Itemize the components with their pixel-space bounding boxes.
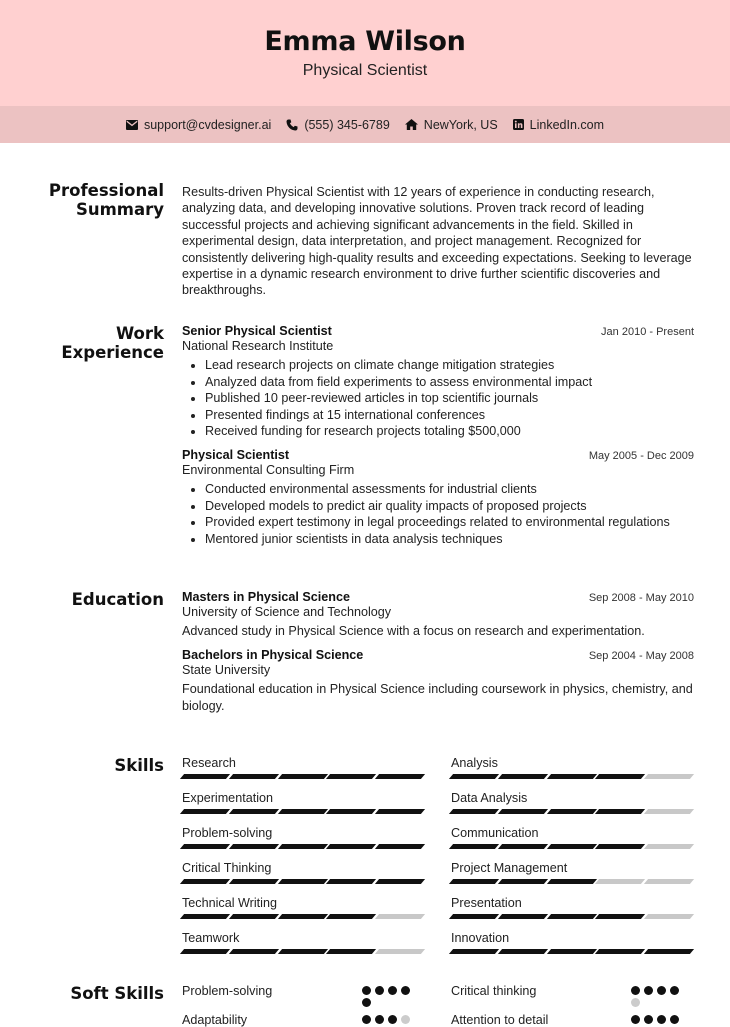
skill-level-segment xyxy=(449,949,499,954)
skill-level-segment xyxy=(449,774,499,779)
envelope-icon xyxy=(126,120,138,130)
skill-level-segment xyxy=(546,879,596,884)
list-item: • Received funding for research projects totaling $500,000 xyxy=(205,423,694,440)
skill-name: Data Analysis xyxy=(451,791,528,805)
job-dates: Jan 2010 - Present xyxy=(601,326,694,338)
experience-heading-line2: Experience xyxy=(61,343,164,362)
skill-item xyxy=(451,791,692,814)
skill-level-segment xyxy=(375,949,425,954)
skill-level-segment xyxy=(595,914,645,919)
skill-level-segment xyxy=(326,844,376,849)
job-bullets xyxy=(182,357,694,440)
skill-level-bar xyxy=(182,914,423,919)
degree-description: Advanced study in Physical Science with a focus on research and experimentation. xyxy=(182,624,645,638)
skill-level-segment xyxy=(595,809,645,814)
skill-item xyxy=(451,931,692,954)
soft-skills-grid xyxy=(182,984,694,1027)
linkedin-text: LinkedIn.com xyxy=(529,117,605,132)
skill-level-segment xyxy=(326,774,376,779)
skill-level-segment xyxy=(229,844,279,849)
skill-name: Presentation xyxy=(451,896,522,910)
skill-item xyxy=(182,791,423,814)
skill-level-segment xyxy=(595,949,645,954)
skill-level-segment xyxy=(644,879,694,884)
skill-item xyxy=(182,896,423,919)
location-text: NewYork, US xyxy=(423,117,498,132)
rating-dot xyxy=(631,1015,640,1024)
job-organization: Environmental Consulting Firm xyxy=(182,462,355,477)
skill-level-segment xyxy=(229,879,279,884)
skill-level-segment xyxy=(449,809,499,814)
rating-dot xyxy=(375,1015,384,1024)
rating-dot xyxy=(362,1015,371,1024)
skill-level-bar xyxy=(451,774,692,779)
skill-level-bar xyxy=(182,809,423,814)
skill-name: Critical Thinking xyxy=(182,861,272,875)
summary-heading-line1: Professional xyxy=(48,181,164,200)
skill-level-bar xyxy=(182,949,423,954)
skill-level-segment xyxy=(229,914,279,919)
skills-grid xyxy=(182,756,694,966)
skill-level-segment xyxy=(229,949,279,954)
skill-level-bar xyxy=(182,774,423,779)
skill-level-segment xyxy=(326,879,376,884)
skill-level-segment xyxy=(277,844,327,849)
skill-level-bar xyxy=(451,879,692,884)
skill-level-segment xyxy=(180,879,230,884)
skill-level-segment xyxy=(449,914,499,919)
contact-location xyxy=(405,118,498,132)
list-item: • Lead research projects on climate change mitigation strategies xyxy=(205,357,694,374)
soft-skill-rating xyxy=(631,1015,683,1024)
candidate-name: Emma Wilson xyxy=(264,26,466,57)
job-dates: May 2005 - Dec 2009 xyxy=(588,449,694,462)
rating-dot xyxy=(657,1015,666,1024)
summary-heading-line2: Summary xyxy=(75,200,164,219)
skill-level-segment xyxy=(546,774,596,779)
job-organization: National Research Institute xyxy=(182,339,334,353)
contact-email[interactable] xyxy=(126,118,271,132)
skill-level-segment xyxy=(498,914,548,919)
skill-level-segment xyxy=(546,914,596,919)
education-entry xyxy=(182,590,694,639)
rating-dot xyxy=(388,1015,397,1024)
skill-level-segment xyxy=(644,949,694,954)
skill-level-bar xyxy=(451,844,692,849)
list-item: • Mentored junior scientists in data analysis techniques xyxy=(205,531,694,548)
degree-dates: Sep 2004 - May 2008 xyxy=(588,650,694,663)
skill-name: Innovation xyxy=(451,931,510,945)
skill-name: Experimentation xyxy=(182,791,274,805)
skill-level-segment xyxy=(595,774,645,779)
candidate-title: Physical Scientist xyxy=(302,62,428,79)
skill-level-segment xyxy=(326,949,376,954)
skill-level-segment xyxy=(375,844,425,849)
school-name: State University xyxy=(182,663,271,678)
degree-description: Foundational education in Physical Science including coursework in physics, chemistry, and biology. xyxy=(182,682,693,713)
skill-level-segment xyxy=(375,914,425,919)
soft-skill-name: Problem-solving xyxy=(182,984,273,998)
rating-dot xyxy=(401,1015,410,1024)
skill-level-segment xyxy=(375,774,425,779)
skill-name: Analysis xyxy=(451,756,498,770)
school-name: University of Science and Technology xyxy=(182,605,392,619)
skill-item xyxy=(182,756,423,779)
skill-level-segment xyxy=(595,844,645,849)
soft-skills-heading: Soft Skills xyxy=(70,984,164,1003)
skill-item xyxy=(451,826,692,849)
skill-level-segment xyxy=(277,879,327,884)
skill-level-segment xyxy=(229,774,279,779)
skill-level-segment xyxy=(546,844,596,849)
list-item: • Analyzed data from field experiments to assess environmental impact xyxy=(205,374,694,391)
skill-level-segment xyxy=(277,774,327,779)
skill-level-segment xyxy=(644,774,694,779)
skill-level-segment xyxy=(595,879,645,884)
skill-level-segment xyxy=(326,914,376,919)
skill-level-bar xyxy=(182,879,423,884)
rating-dot xyxy=(631,998,640,1007)
rating-dot xyxy=(644,1015,653,1024)
rating-dot xyxy=(670,1015,679,1024)
skill-item xyxy=(182,931,423,954)
skills-heading: Skills xyxy=(114,756,164,775)
skill-level-segment xyxy=(180,949,230,954)
experience-heading xyxy=(24,324,164,362)
skill-level-segment xyxy=(229,809,279,814)
job-entry xyxy=(182,324,694,440)
skill-level-segment xyxy=(180,809,230,814)
rating-dot xyxy=(388,986,397,995)
skill-name: Problem-solving xyxy=(182,826,273,840)
experience-heading-line1: Work xyxy=(115,324,164,343)
skill-name: Communication xyxy=(451,826,539,840)
soft-skill-name: Adaptability xyxy=(182,1013,248,1027)
job-entry xyxy=(182,448,694,547)
skill-level-segment xyxy=(644,844,694,849)
skill-level-segment xyxy=(498,774,548,779)
skill-level-segment xyxy=(546,949,596,954)
job-title: Senior Physical Scientist xyxy=(182,324,332,338)
soft-skill-name: Attention to detail xyxy=(451,1013,549,1027)
skill-name: Technical Writing xyxy=(182,896,277,910)
skill-level-segment xyxy=(180,774,230,779)
skill-item xyxy=(451,861,692,884)
skill-level-segment xyxy=(180,914,230,919)
skill-level-segment xyxy=(277,914,327,919)
skills-section xyxy=(0,756,730,966)
phone-icon xyxy=(286,119,298,131)
phone-text: (555) 345-6789 xyxy=(304,117,390,132)
rating-dot xyxy=(362,998,371,1007)
list-item: • Published 10 peer-reviewed articles in top scientific journals xyxy=(205,390,694,407)
skill-level-segment xyxy=(498,879,548,884)
skill-level-segment xyxy=(449,844,499,849)
linkedin-icon xyxy=(513,119,524,130)
skill-name: Teamwork xyxy=(182,931,240,945)
soft-skill-rating xyxy=(362,986,414,1007)
skill-level-segment xyxy=(498,809,548,814)
soft-skill-name: Critical thinking xyxy=(451,984,537,998)
skill-level-segment xyxy=(449,879,499,884)
skill-level-segment xyxy=(277,809,327,814)
skill-level-segment xyxy=(644,914,694,919)
contact-linkedin[interactable] xyxy=(513,118,604,132)
job-title: Physical Scientist xyxy=(182,447,290,462)
soft-skill-rating xyxy=(362,1015,414,1024)
email-text: support@cvdesigner.ai xyxy=(143,117,272,132)
rating-dot xyxy=(375,986,384,995)
education-heading: Education xyxy=(71,590,164,609)
skill-item xyxy=(451,756,692,779)
degree-title: Masters in Physical Science xyxy=(182,590,351,604)
skill-level-segment xyxy=(180,844,230,849)
list-item: • Developed models to predict air quality impacts of proposed projects xyxy=(205,498,694,515)
resume-header xyxy=(0,0,730,106)
rating-dot xyxy=(401,986,410,995)
skill-level-bar xyxy=(451,949,692,954)
summary-text: Results-driven Physical Scientist with 12 years of experience in conducting research, analyzing data, and developing innovative solutions. Proven track record of leading successful projects and achieving significant advancements in the field. Skilled in experimental design, data interpretation, and project management. Recognized for consistently delivering high-quality results and exceeding expectations. Seeking to leverage expertise in a dynamic research environment to drive further scientific discoveries and breakthroughs. xyxy=(182,185,692,298)
skill-level-segment xyxy=(644,809,694,814)
skill-level-bar xyxy=(451,809,692,814)
list-item: • Conducted environmental assessments for industrial clients xyxy=(205,481,694,498)
skill-level-bar xyxy=(451,914,692,919)
rating-dot xyxy=(670,986,679,995)
contact-phone[interactable] xyxy=(286,118,389,132)
list-item: • Presented findings at 15 international conferences xyxy=(205,407,694,424)
skill-level-segment xyxy=(375,879,425,884)
list-item: • Provided expert testimony in legal proceedings related to environmental regulations xyxy=(205,514,694,531)
skill-level-bar xyxy=(182,844,423,849)
rating-dot xyxy=(631,986,640,995)
home-icon xyxy=(405,119,418,130)
rating-dot xyxy=(644,986,653,995)
skill-level-segment xyxy=(546,809,596,814)
skill-name: Research xyxy=(182,756,236,770)
skill-item xyxy=(182,861,423,884)
skill-level-segment xyxy=(375,809,425,814)
rating-dot xyxy=(362,986,371,995)
skill-name: Project Management xyxy=(451,861,568,875)
soft-skill-rating xyxy=(631,986,683,1007)
skill-level-segment xyxy=(498,949,548,954)
skill-item xyxy=(451,896,692,919)
job-bullets xyxy=(182,481,694,547)
skill-level-segment xyxy=(326,809,376,814)
education-entry xyxy=(182,648,694,714)
skill-item xyxy=(182,826,423,849)
summary-heading xyxy=(24,181,164,219)
skill-level-segment xyxy=(498,844,548,849)
degree-dates: Sep 2008 - May 2010 xyxy=(588,592,694,604)
degree-title: Bachelors in Physical Science xyxy=(182,648,364,663)
skill-level-segment xyxy=(277,949,327,954)
contact-bar xyxy=(0,106,730,143)
rating-dot xyxy=(657,986,666,995)
